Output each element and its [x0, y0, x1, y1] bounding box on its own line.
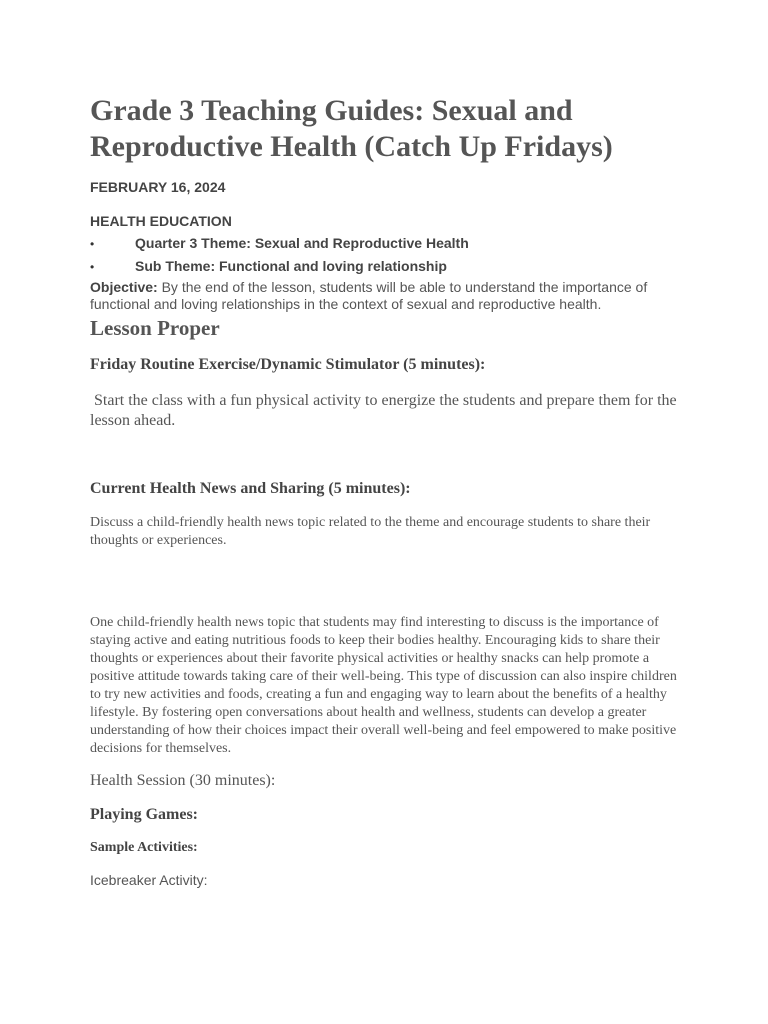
news-paragraph: Discuss a child-friendly health news topic related to the theme and encourage students to share their thoughts or experiences.	[90, 515, 651, 548]
bullet-marker: •	[90, 237, 95, 251]
document-date: FEBRUARY 16, 2024	[90, 179, 226, 195]
bullet-subtheme	[90, 258, 447, 274]
playing-games-heading: Playing Games:	[90, 806, 198, 823]
lesson-proper-heading: Lesson Proper	[90, 316, 220, 340]
subject-heading: HEALTH EDUCATION	[90, 213, 232, 229]
sample-activities-heading: Sample Activities:	[90, 840, 198, 855]
news-example-paragraph: One child-friendly health news topic that students may find interesting to discuss is the importance of staying active and eating nutritious foods to keep their bodies healthy. Encouraging kids to share their thoughts or experiences about their favorite physical activities or healthy snacks can help promote a positive attitude towards taking care of their well-being. This type of discussion can also inspire children to try new activities and foods, creating a fun and engaging way to learn about the benefits of a healthy lifestyle. By fostering open conversations about health and wellness, students can develop a greater understanding of how their choices impact their overall well-being and feel empowered to make positive decisions for themselves.	[90, 615, 677, 756]
routine-heading: Friday Routine Exercise/Dynamic Stimulator (5 minutes):	[90, 356, 486, 373]
bullet-marker: •	[90, 260, 95, 274]
objective-paragraph	[90, 279, 680, 313]
objective-label: Objective:	[90, 279, 158, 295]
bullet-text: Quarter 3 Theme: Sexual and Reproductive Health	[135, 235, 469, 251]
document-title: Grade 3 Teaching Guides: Sexual and Reproductive Health (Catch Up Fridays)	[90, 94, 613, 163]
icebreaker-label: Icebreaker Activity:	[90, 872, 208, 888]
objective-text: By the end of the lesson, students will be able to understand the importance of functional and loving relationships in the context of sexual and reproductive health.	[90, 279, 648, 312]
health-session-heading: Health Session (30 minutes):	[90, 772, 276, 789]
routine-paragraph: Start the class with a fun physical activity to energize the students and prepare them for the lesson ahead.	[90, 392, 681, 429]
bullet-theme	[90, 235, 469, 251]
bullet-text: Sub Theme: Functional and loving relationship	[135, 258, 447, 274]
news-heading: Current Health News and Sharing (5 minutes):	[90, 480, 411, 497]
